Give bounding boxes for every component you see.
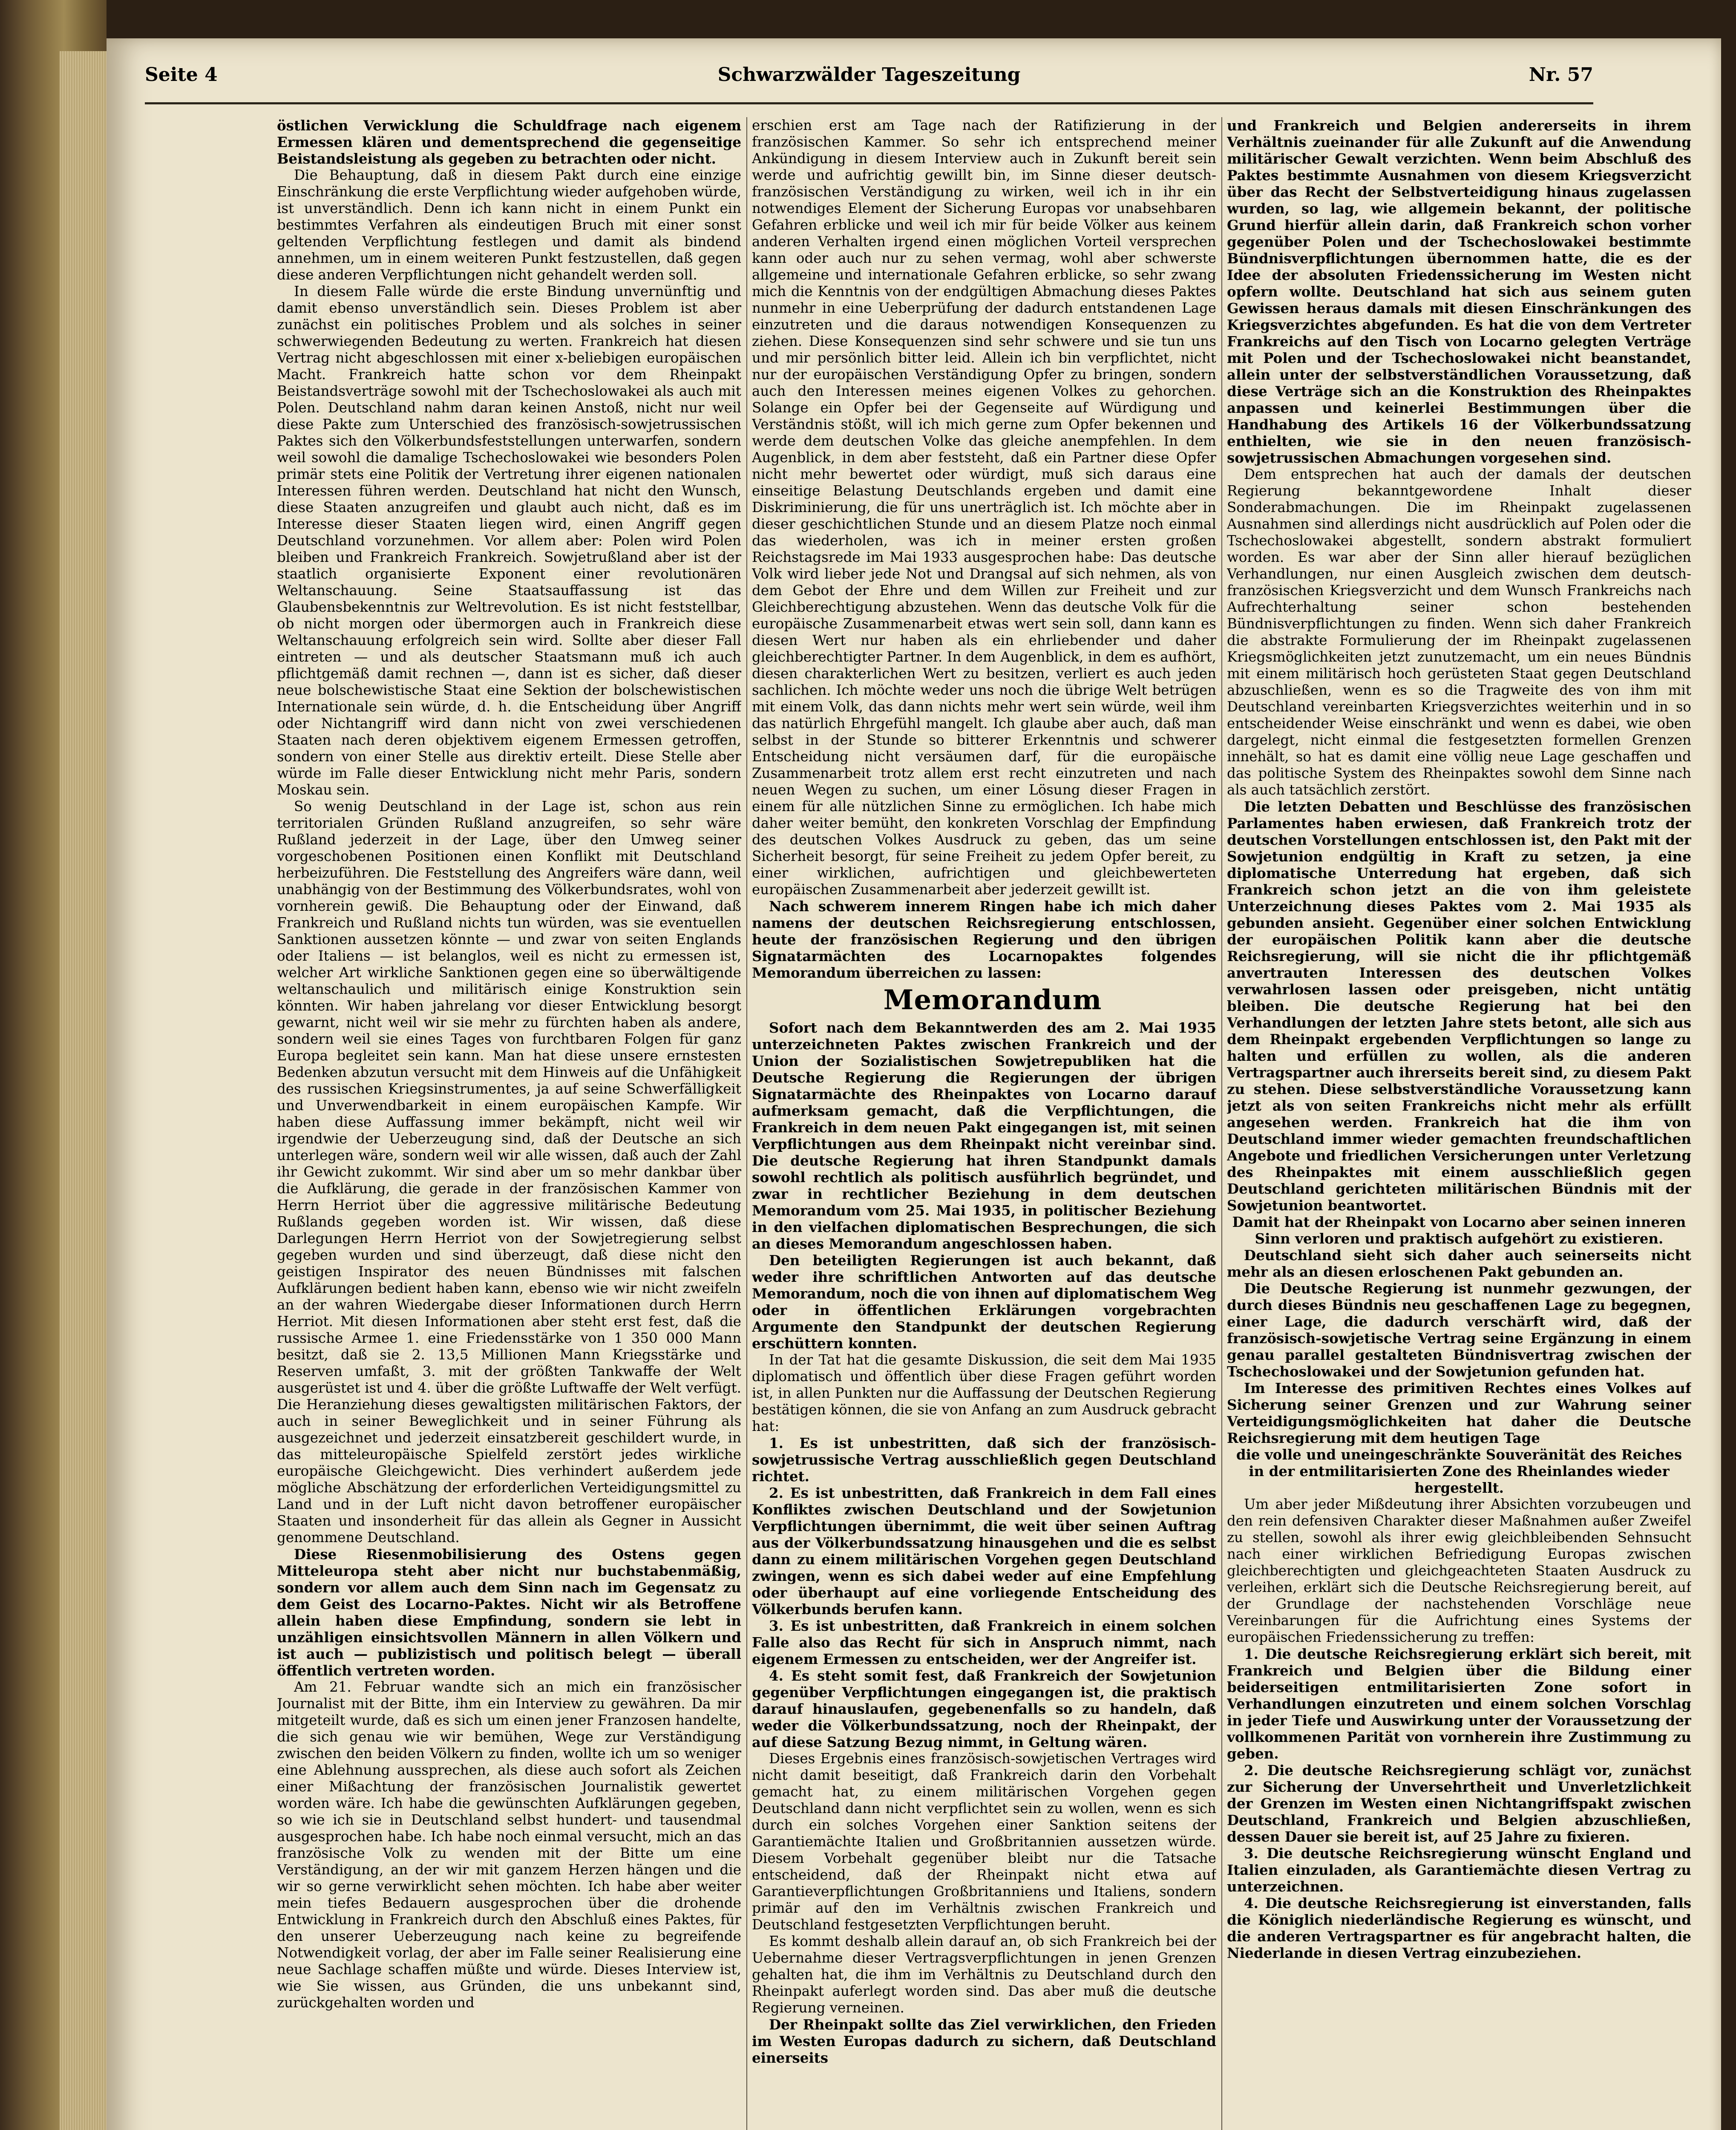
column-divider: [1221, 117, 1222, 2130]
article-paragraph: 1. Die deutsche Reichsregierung erklärt sich bereit, mit Frankreich und Belgien über die Bildung einer beiderseitigen entmilitarisierten Zone sofort in Verhandlungen einzutreten und einem solchen Vorschlag in jeder Tiefe und Auswirkung unter der Voraussetzung der vollkommenen Parität von vornherein ihre Zustimmung zu geben.: [1227, 1646, 1691, 1762]
article-paragraph: Es kommt deshalb allein darauf an, ob sich Frankreich bei der Uebernahme dieser Vertragsverpflichtungen in jenen Grenzen gehalten hat, die ihm im Verhältnis zu Deutschland durch den Rheinpakt auferlegt worden sind. Das aber muß die deutsche Regierung verneinen.: [752, 1933, 1216, 2016]
newspaper-title: Schwarzwälder Tageszeitung: [717, 64, 1021, 86]
article-paragraph: 2. Die deutsche Reichsregierung schlägt vor, zunächst zur Sicherung der Unversehrtheit und Unverletzlichkeit der Grenzen im Westen einen Nichtangriffspakt zwischen Deutschland, Frankreich und Belgien abzuschließen, dessen Dauer sie bereit ist, auf 25 Jahre zu fixieren.: [1227, 1762, 1691, 1845]
article-paragraph: Den beteiligten Regierungen ist auch bekannt, daß weder ihre schriftlichen Antworten auf das deutsche Memorandum, noch die von ihnen auf diplomatischem Weg oder in öffentlichen Erklärungen vorgebrachten Argumente den Standpunkt der deutschen Regierung erschüttern konnten.: [752, 1252, 1216, 1352]
section-heading: Memorandum: [883, 984, 1102, 1016]
book-binding: [0, 0, 107, 2130]
article-paragraph: Dem entsprechen hat auch der damals der deutschen Regierung bekanntgewordene Inhalt dieser Sonderabmachungen. Die im Rheinpakt zugelassenen Ausnahmen sind allerdings nicht ausdrücklich auf Polen oder die Tschechoslowakei abgestellt, sondern abstrakt formuliert worden. Es war aber der Sinn aller hierauf bezüglichen Verhandlungen, nur einen Ausgleich zwischen dem deutsch-französischen Kriegsverzicht und dem Wunsch Frankreichs nach Aufrechterhaltung seiner schon bestehenden Bündnisverpflichtungen zu finden. Wenn sich daher Frankreich die abstrakte Formulierung der im Rheinpakt zugelassenen Kriegsmöglichkeiten jetzt zunutzemacht, um ein neues Bündnis mit einem militärisch hoch gerüsteten Staat gegen Deutschland abzuschließen, wenn es so die Tragweite des von ihm mit Deutschland vereinbarten Kriegsverzichtes weiterhin und in so entscheidender Weise einschränkt und wenn es dabei, wie oben dargelegt, nicht einmal die festgesetzten formellen Grenzen innehält, so hat es damit eine völlig neue Lage geschaffen und das politische System des Rheinpaktes sowohl dem Sinne nach als auch tatsächlich zerstört.: [1227, 466, 1691, 798]
article-paragraph: Im Interesse des primitiven Rechtes eines Volkes auf Sicherung seiner Grenzen und zur Wahrung seiner Verteidigungsmöglichkeiten hat daher die Deutsche Reichsregierung mit dem heutigen Tage: [1227, 1380, 1691, 1446]
article-paragraph: In der Tat hat die gesamte Diskussion, die seit dem Mai 1935 diplomatisch und öffentlich über diese Fragen geführt worden ist, in allen Punkten nur die Auffassung der Deutschen Regierung bestätigen können, die sie von Anfang an zum Ausdruck gebracht hat:: [752, 1352, 1216, 1434]
article-paragraph: Sofort nach dem Bekanntwerden des am 2. Mai 1935 unterzeichneten Paktes zwischen Frankreich und der Union der Sozialistischen Sowjetrepubliken hat die Deutsche Regierung die Regierungen der übrigen Signatarmächte des Rheinpaktes von Locarno darauf aufmerksam gemacht, daß die Verpflichtungen, die Frankreich in dem neuen Pakt eingegangen ist, mit seinen Verpflichtungen aus dem Rheinpakt nicht vereinbar sind. Die deutsche Regierung hat ihren Standpunkt damals sowohl rechtlich als politisch ausführlich begründet, und zwar in rechtlicher Beziehung in dem deutschen Memorandum vom 25. Mai 1935, in politischer Beziehung in den vielfachen diplomatischen Besprechungen, die sich an dieses Memorandum angeschlossen haben.: [752, 1019, 1216, 1252]
article-paragraph: Um aber jeder Mißdeutung ihrer Absichten vorzubeugen und den rein defensiven Charakter dieser Maßnahmen außer Zweifel zu stellen, sowohl als ihrer ewig gleichbleibenden Sehnsucht nach einer wirklichen Befriedigung Europas zwischen gleichberechtigten und gleichgeachteten Staaten Ausdruck zu verleihen, erklärt sich die Deutsche Reichsregierung bereit, auf der Grundlage der nachstehenden Vorschläge neue Vereinbarungen für die Aufrichtung eines Systems der europäischen Friedenssicherung zu treffen:: [1227, 1496, 1691, 1645]
article-paragraph: 4. Es steht somit fest, daß Frankreich der Sowjetunion gegenüber Verpflichtungen eingegangen ist, die praktisch darauf hinauslaufen, gegebenenfalls so zu handeln, daß weder die Völkerbundssatzung, noch der Rheinpakt, der auf diese Satzung Bezug nimmt, in Geltung wären.: [752, 1667, 1216, 1750]
column-1: [277, 117, 741, 2130]
page-number: Seite 4: [145, 64, 218, 86]
article-paragraph: Der Rheinpakt sollte das Ziel verwirklichen, den Frieden im Westen Europas dadurch zu sichern, daß Deutschland einerseits: [752, 2016, 1216, 2066]
article-paragraph: die volle und uneingeschränkte Souveränität des Reiches in der entmilitarisierten Zone des Rheinlandes wieder hergestellt.: [1236, 1446, 1682, 1496]
article-paragraph: Am 21. Februar wandte sich an mich ein französischer Journalist mit der Bitte, ihm ein Interview zu gewähren. Da mir mitgeteilt wurde, daß es sich um einen jener Franzosen handelte, die sich genau wie wir bemühen, Wege zur Verständigung zwischen den beiden Völkern zu finden, wollte ich um so weniger eine Ablehnung aussprechen, als diese auch sofort als Zeichen einer Mißachtung der französischen Journalistik gewertet worden wäre. Ich habe die gewünschten Aufklärungen gegeben, so wie ich sie in Deutschland selbst hundert- und tausendmal ausgesprochen habe. Ich habe noch einmal versucht, mich an das französische Volk zu wenden mit der Bitte um eine Verständigung, an der wir mit ganzem Herzen hängen und die wir so gerne verwirklicht sehen möchten. Ich habe aber weiter mein tiefes Bedauern ausgesprochen über die drohende Entwicklung in Frankreich durch den Abschluß eines Paktes, für den unserer Ueberzeugung nach keine zu begreifende Notwendigkeit vorlag, der aber im Falle seiner Realisierung eine neue Sachlage schaffen müßte und würde. Dieses Interview ist, wie Sie wissen, aus Gründen, die uns unbekannt sind, zurückgehalten worden und: [277, 1679, 741, 2011]
article-paragraph: 3. Die deutsche Reichsregierung wünscht England und Italien einzuladen, als Garantiemächte diesen Vertrag zu unterzeichnen.: [1227, 1845, 1691, 1895]
article-paragraph: östlichen Verwicklung die Schuldfrage nach eigenem Ermessen klären und dementsprechend die gegenseitige Beistandsleistung als gegeben zu betrachten oder nicht.: [277, 117, 741, 167]
article-paragraph: und Frankreich und Belgien andererseits in ihrem Verhältnis zueinander für alle Zukunft auf die Anwendung militärischer Gewalt verzichten. Wenn beim Abschluß des Paktes bestimmte Ausnahmen von diesem Kriegsverzicht über das Recht der Selbstverteidigung hinaus zugelassen wurden, so lag, wie allgemein bekannt, der politische Grund hierfür allein darin, daß Frankreich schon vorher gegenüber Polen und der Tschechoslowakei bestimmte Bündnisverpflichtungen übernommen hatte, die es der Idee der absoluten Friedenssicherung im Westen nicht opfern wollte. Deutschland hat sich aus seinem guten Gewissen heraus damals mit diesen Einschränkungen des Kriegsverzichtes abgefunden. Es hat die von dem Vertreter Frankreichs auf den Tisch von Locarno gelegten Verträge mit Polen und der Tschechoslowakei nicht beanstandet, allein unter der selbstverständlichen Voraussetzung, daß diese Verträge sich an die Konstruktion des Rheinpaktes anpassen und keinerlei Bestimmungen über die Handhabung des Artikels 16 der Völkerbundssatzung enthielten, wie sie in den neuen französisch-sowjetrussischen Abmachungen vorgesehen sind.: [1227, 117, 1691, 466]
page-edges: [60, 51, 107, 2130]
article-paragraph: Die Deutsche Regierung ist nunmehr gezwungen, der durch dieses Bündnis neu geschaffenen Lage zu begegnen, einer Lage, die dadurch verschärft wird, daß der französisch-sowjetische Vertrag seine Ergänzung in einem genau parallel gestalteten Bündnisvertrag zwischen der Tschechoslowakei und der Sowjetunion gefunden hat.: [1227, 1280, 1691, 1380]
article-paragraph: Diese Riesenmobilisierung des Ostens gegen Mitteleuropa steht aber nicht nur buchstabenmäßig, sondern vor allem auch dem Sinn nach im Gegensatz zu dem Geist des Locarno-Paktes. Nicht wir als Betroffene allein haben diese Empfindung, sondern sie lebt in unzähligen einsichtsvollen Männern in allen Völkern und ist auch — publizistisch und politisch belegt — überall öffentlich vertreten worden.: [277, 1546, 741, 1679]
header-rule: [145, 102, 1593, 104]
column-divider: [746, 117, 747, 2130]
article-paragraph: Die Behauptung, daß in diesem Pakt durch eine einzige Einschränkung die erste Verpflichtung wieder aufgehoben würde, ist unverständlich. Denn ich kann nicht in einem Punkt ein bestimmtes Verfahren als eindeutigen Bruch mit einer sonst geltenden Verpflichtung festlegen und damit als bindend annehmen, um in einem weiteren Punkt festzustellen, daß gegen diese anderen Verpflichtungen nicht gehandelt werden soll.: [277, 167, 741, 283]
article-paragraph: Nach schwerem innerem Ringen habe ich mich daher namens der deutschen Reichsregierung entschlossen, heute der französischen Regierung und den übrigen Signatarmächten des Locarnopaktes folgendes Memorandum überreichen zu lassen:: [752, 898, 1216, 981]
article-paragraph: 1. Es ist unbestritten, daß sich der französisch-sowjetrussische Vertrag ausschließlich gegen Deutschland richtet.: [752, 1435, 1216, 1485]
column-2: [752, 117, 1216, 2130]
article-paragraph: Damit hat der Rheinpakt von Locarno aber seinen inneren Sinn verloren und praktisch aufgehört zu existieren.: [1232, 1214, 1686, 1247]
issue-number: Nr. 57: [1529, 64, 1593, 86]
article-paragraph: So wenig Deutschland in der Lage ist, schon aus rein territorialen Gründen Rußland anzugreifen, so sehr wäre Rußland jederzeit in der Lage, über den Umweg seiner vorgeschobenen Positionen einen Konflikt mit Deutschland herbeizuführen. Die Feststellung des Angreifers wäre dann, weil unabhängig von der Bestimmung des Völkerbundsrates, wohl von vornherein gewiß. Die Behauptung oder der Einwand, daß Frankreich und Rußland nichts tun würden, was sie eventuellen Sanktionen aussetzen könnte — und zwar von seiten Englands oder Italiens — ist belanglos, weil es nicht zu ermessen ist, welcher Art wirkliche Sanktionen gegen eine so überwältigende weltanschaulich und militärisch einige Konstruktion sein könnten. Wir haben jahrelang vor dieser Entwicklung besorgt gewarnt, nicht weil wir sie mehr zu fürchten haben als andere, sondern weil sie eines Tages von furchtbaren Folgen für ganz Europa begleitet sein kann. Man hat diese unsere ernstesten Bedenken abzutun versucht mit dem Hinweis auf die Unfähigkeit des russischen Kriegsinstrumentes, ja auf seine Schwerfälligkeit und Unverwendbarkeit in einem europäischen Kampfe. Wir haben diese Auffassung immer bekämpft, nicht weil wir irgendwie der Ueberzeugung sind, daß der Deutsche an sich unterlegen wäre, sondern weil wir alle wissen, daß auch der Zahl ihr Gewicht zukommt. Wir sind aber um so mehr dankbar über die Aufklärung, die gerade in der französischen Kammer von Herrn Herriot über die aggressive militärische Bedeutung Rußlands gegeben worden ist. Wir wissen, daß diese Darlegungen Herrn Herriot von der Sowjetregierung selbst gegeben wurden und sind überzeugt, daß diese nicht den geistigen Inspirator des neuen Bündnisses mit falschen Aufklärungen bedient haben kann, ebenso wie wir nicht zweifeln an der wahren Wiedergabe dieser Informationen durch Herrn Herriot. Mit diesen Informationen aber steht erst fest, daß die russische Armee 1. eine Friedensstärke von 1 350 000 Mann besitzt, daß sie 2. 13,5 Millionen Mann Kriegsstärke und Reserven umfaßt, 3. mit der größten Tankwaffe der Welt ausgerüstet ist und 4. über die größte Luftwaffe der Welt verfügt. Die Heranziehung dieses gewaltigsten militärischen Faktors, der auch in seiner Beweglichkeit und in seiner Führung als ausgezeichnet und jederzeit einsatzbereit geschildert wurde, in das mitteleuropäische Spielfeld zerstört jedes wirkliche europäische Gleichgewicht. Dies verhindert außerdem jede mögliche Abschätzung der erforderlichen Verteidigungsmittel zu Land und in der Luft nicht davon betroffener europäischer Staaten und insonderheit für das allein als Gegner in Aussicht genommene Deutschland.: [277, 798, 741, 1546]
page-header: [145, 64, 1593, 98]
article-paragraph: erschien erst am Tage nach der Ratifizierung in der französischen Kammer. So sehr ich entsprechend meiner Ankündigung in diesem Interview auch in Zukunft bereit sein werde und aufrichtig gewillt bin, im Sinne dieser deutsch-französischen Verständigung zu wirken, weil ich in ihr ein notwendiges Element der Sicherung Europas vor unabsehbaren Gefahren erblicke und weil ich mir für beide Völker aus keinem anderen Verhalten irgend einen möglichen Vorteil versprechen kann oder auch nur zu sehen vermag, wohl aber schwerste allgemeine und internationale Gefahren erblicke, so sehr zwang mich die Kenntnis von der endgültigen Abmachung dieses Paktes nunmehr in eine Ueberprüfung der dadurch entstandenen Lage einzutreten und die daraus notwendigen Konsequenzen zu ziehen. Diese Konsequenzen sind sehr schwere und sie tun uns und mir persönlich bitter leid. Allein ich bin verpflichtet, nicht nur der europäischen Verständigung Opfer zu bringen, sondern auch den Interessen meines eigenen Volkes zu gehorchen. Solange ein Opfer bei der Gegenseite auf Würdigung und Verständnis stößt, will ich mich gerne zum Opfer bekennen und werde dem deutschen Volke das gleiche anempfehlen. In dem Augenblick, in dem aber feststeht, daß ein Partner diese Opfer nicht mehr bewertet oder würdigt, muß sich daraus eine einseitige Belastung Deutschlands ergeben und damit eine Diskriminierung, die für uns unerträglich ist. Ich möchte aber in dieser geschichtlichen Stunde und an diesem Platze noch einmal das wiederholen, was ich in meiner ersten großen Reichstagsrede im Mai 1933 ausgesprochen habe: Das deutsche Volk wird lieber jede Not und Drangsal auf sich nehmen, als von dem Gebot der Ehre und dem Willen zur Freiheit und zur Gleichberechtigung abzustehen. Wenn das deutsche Volk für die europäische Zusammenarbeit etwas wert sein soll, dann kann es diesen Wert nur haben als ein ehrliebender und daher gleichberechtigter Partner. In dem Augenblick, in dem es aufhört, diesen charakterlichen Wert zu besitzen, verliert es auch jeden sachlichen. Ich möchte weder uns noch die übrige Welt betrügen mit einem Volk, das dann nichts mehr wert sein würde, weil ihm das natürlich Ehrgefühl mangelt. Ich glaube aber auch, daß man selbst in der Stunde so bitterer Erkenntnis und schwerer Entscheidung nicht versäumen darf, für die europäische Zusammenarbeit trotz allem erst recht einzutreten und nach neuen Wegen zu suchen, um einer Lösung dieser Fragen in einem für alle nützlichen Sinne zu ermöglichen. Ich habe mich daher weiter bemüht, den konkreten Vorschlag der Empfindung des deutschen Volkes Ausdruck zu geben, das um seine Sicherheit besorgt, für seine Freiheit zu jedem Opfer bereit, zu einer wirklichen, aufrichtigen und gleichbewerteten europäischen Zusammenarbeit aber jederzeit gewillt ist.: [752, 117, 1216, 898]
article-paragraph: 4. Die deutsche Reichsregierung ist einverstanden, falls die Königlich niederländische Regierung es wünscht, und die anderen Vertragspartner es für angebracht halten, die Niederlande in diesen Vertrag einzubeziehen.: [1227, 1895, 1691, 1961]
article-paragraph: 2. Es ist unbestritten, daß Frankreich in dem Fall eines Konfliktes zwischen Deutschland und der Sowjetunion Verpflichtungen übernimmt, die weit über seinen Auftrag aus der Völkerbundssatzung hinausgehen und die es selbst dann zu einem militärischen Vorgehen gegen Deutschland zwingen, wenn es sich dabei weder auf eine Empfehlung oder überhaupt auf eine vorliegende Entscheidung des Völkerbunds berufen kann.: [752, 1485, 1216, 1618]
article-paragraph: In diesem Falle würde die erste Bindung unvernünftig und damit ebenso unverständlich sein. Dieses Problem ist aber zunächst ein politisches Problem und als solches in seiner schwerwiegenden Bedeutung zu werten. Frankreich hat diesen Vertrag nicht abgeschlossen mit einer x-beliebigen europäischen Macht. Frankreich hatte schon vor dem Rheinpakt Beistandsverträge sowohl mit der Tschechoslowakei als auch mit Polen. Deutschland nahm daran keinen Anstoß, nicht nur weil diese Pakte zum Unterschied des französisch-sowjetrussischen Paktes sich den Völkerbundsfeststellungen unterwarfen, sondern weil sowohl die damalige Tschechoslowakei wie besonders Polen primär stets eine Politik der Vertretung ihrer eigenen nationalen Interessen führen werden. Deutschland hat nicht den Wunsch, diese Staaten anzugreifen und glaubt auch nicht, daß es im Interesse dieser Staaten liegen wird, einen Angriff gegen Deutschland vorzunehmen. Vor allem aber: Polen wird Polen bleiben und Frankreich Frankreich. Sowjetrußland aber ist der staatlich organisierte Exponent einer revolutionären Weltanschauung. Seine Staatsauffassung ist das Glaubensbekenntnis zur Weltrevolution. Es ist nicht feststellbar, ob nicht morgen oder übermorgen auch in Frankreich diese Weltanschauung erfolgreich sein wird. Sollte aber dieser Fall eintreten — und als deutscher Staatsmann muß ich auch pflichtgemäß damit rechnen —, dann ist es sicher, daß dieser neue bolschewistische Staat eine Sektion der bolschewistischen Internationale sein würde, d. h. die Entscheidung über Angriff oder Nichtangriff wird dann nicht von zwei verschiedenen Staaten nach deren objektivem eigenem Ermessen getroffen, sondern von einer Stelle aus direktiv erteilt. Diese Stelle aber würde im Falle dieser Entwicklung nicht mehr Paris, sondern Moskau sein.: [277, 283, 741, 798]
article-paragraph: Deutschland sieht sich daher auch seinerseits nicht mehr als an diesen erloschenen Pakt gebunden an.: [1227, 1247, 1691, 1280]
article-paragraph: Dieses Ergebnis eines französisch-sowjetischen Vertrages wird nicht damit beseitigt, daß Frankreich darin den Vorbehalt gemacht hat, zu einem militärischen Vorgehen gegen Deutschland dann nicht verpflichtet sein zu wollen, wenn es sich durch ein solches Vorgehen einer Sanktion seitens der Garantiemächte Italien und Großbritannien aussetzen würde. Diesem Vorbehalt gegenüber bleibt nur die Tatsache entscheidend, daß der Rheinpakt nicht etwa auf Garantieverpflichtungen Großbritanniens und Italiens, sondern primär auf den im Verhältnis zwischen Frankreich und Deutschland festgesetzten Verpflichtungen beruht.: [752, 1750, 1216, 1933]
article-paragraph: Die letzten Debatten und Beschlüsse des französischen Parlamentes haben erwiesen, daß Frankreich trotz der deutschen Vorstellungen entschlossen ist, den Pakt mit der Sowjetunion endgültig in Kraft zu setzen, ja eine diplomatische Unterredung hat ergeben, daß sich Frankreich schon jetzt an die von ihm geleistete Unterzeichnung dieses Paktes vom 2. Mai 1935 als gebunden ansieht. Gegenüber einer solchen Entwicklung der europäischen Politik kann aber die deutsche Reichsregierung, will sie nicht die ihr pflichtgemäß anvertrauten Interessen des deutschen Volkes verwahrlosen lassen oder preisgeben, nicht untätig bleiben. Die deutsche Regierung hat bei den Verhandlungen der letzten Jahre stets betont, alle sich aus dem Rheinpakt ergebenden Verpflichtungen so lange zu halten und erfüllen zu wollen, als die anderen Vertragspartner auch ihrerseits bereit sind, zu diesem Pakt zu stehen. Diese selbstverständliche Voraussetzung kann jetzt als von seiten Frankreichs nicht mehr als erfüllt angesehen werden. Frankreich hat die ihm von Deutschland immer wieder gemachten freundschaftlichen Angebote und friedlichen Versicherungen unter Verletzung des Rheinpaktes mit einem ausschließlich gegen Deutschland gerichteten militärischen Bündnis mit der Sowjetunion beantwortet.: [1227, 798, 1691, 1214]
column-3: [1227, 117, 1691, 2130]
article-paragraph: 3. Es ist unbestritten, daß Frankreich in einem solchen Falle also das Recht für sich in Anspruch nimmt, nach eigenem Ermessen zu entscheiden, wer der Angreifer ist.: [752, 1618, 1216, 1667]
